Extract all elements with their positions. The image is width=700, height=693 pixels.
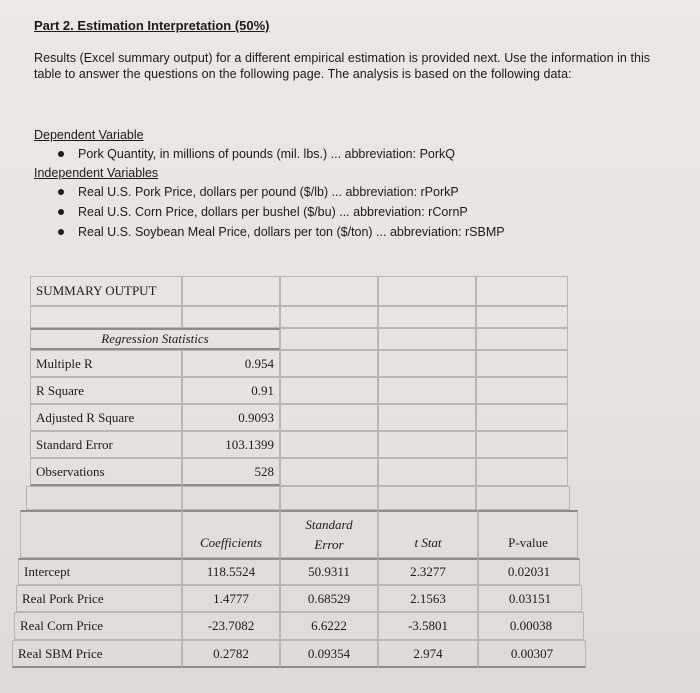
p-value-header: P-value — [478, 510, 578, 558]
stat-label: R Square — [30, 377, 182, 404]
empty-cell — [378, 328, 476, 350]
empty-cell — [476, 306, 568, 328]
stat-value: 0.954 — [182, 350, 280, 377]
independent-item: Real U.S. Pork Price, dollars per pound ($/lb) ... abbreviation: rPorkP — [58, 185, 459, 199]
bullet-icon — [58, 229, 64, 235]
independent-variables-label: Independent Variables — [34, 166, 159, 180]
p-value: 0.00038 — [478, 612, 584, 640]
coef-row-label: Real Pork Price — [16, 585, 182, 612]
t-stat-value: -3.5801 — [378, 612, 478, 640]
independent-item: Real U.S. Corn Price, dollars per bushel ($/bu) ... abbreviation: rCornP — [58, 205, 468, 219]
empty-cell — [378, 306, 476, 328]
empty-cell — [476, 276, 568, 306]
stat-value: 0.9093 — [182, 404, 280, 431]
p-value: 0.00307 — [478, 640, 586, 668]
coef-value: 118.5524 — [182, 558, 280, 585]
empty-cell — [476, 431, 568, 458]
empty-cell — [280, 276, 378, 306]
std-error-value: 50.9311 — [280, 558, 378, 585]
empty-cell — [476, 328, 568, 350]
coefficients-header: Coefficients — [182, 510, 280, 558]
stat-label: Multiple R — [30, 350, 182, 377]
empty-cell — [182, 486, 280, 510]
t-stat-value: 2.1563 — [378, 585, 478, 612]
empty-cell — [378, 431, 476, 458]
empty-cell — [476, 377, 568, 404]
dependent-item: Pork Quantity, in millions of pounds (mil. lbs.) ... abbreviation: PorkQ — [58, 147, 455, 161]
std-error-value: 6.6222 — [280, 612, 378, 640]
bullet-icon — [58, 151, 64, 157]
part-heading: Part 2. Estimation Interpretation (50%) — [34, 18, 270, 33]
empty-cell — [280, 431, 378, 458]
coef-value: 1.4777 — [182, 585, 280, 612]
empty-cell — [476, 458, 568, 486]
empty-cell — [378, 458, 476, 486]
standard-error-header: Standard Error — [280, 510, 378, 558]
empty-cell — [280, 328, 378, 350]
intro-paragraph: Results (Excel summary output) for a different empirical estimation is provided next. Use the information in this table to answer the questions on the following page. The analysis is based on the following data: — [34, 51, 651, 81]
coef-row-label: Real SBM Price — [12, 640, 182, 668]
empty-cell — [26, 486, 182, 510]
empty-cell — [280, 377, 378, 404]
stat-label: Observations — [30, 458, 182, 486]
empty-cell — [280, 350, 378, 377]
empty-cell — [378, 404, 476, 431]
empty-cell — [378, 276, 476, 306]
empty-cell — [476, 350, 568, 377]
bullet-icon — [58, 209, 64, 215]
regression-statistics-header: Regression Statistics — [30, 328, 280, 350]
t-stat-value: 2.974 — [378, 640, 478, 668]
empty-cell — [280, 458, 378, 486]
empty-cell — [280, 404, 378, 431]
std-error-value: 0.09354 — [280, 640, 378, 668]
empty-cell — [280, 306, 378, 328]
t-stat-header: t Stat — [378, 510, 478, 558]
empty-cell — [182, 276, 280, 306]
coef-row-label: Intercept — [18, 558, 182, 585]
empty-cell — [378, 377, 476, 404]
coef-value: -23.7082 — [182, 612, 280, 640]
empty-cell — [182, 306, 280, 328]
std-error-value: 0.68529 — [280, 585, 378, 612]
empty-cell — [378, 350, 476, 377]
empty-cell — [378, 486, 476, 510]
coef-value: 0.2782 — [182, 640, 280, 668]
empty-cell — [30, 306, 182, 328]
dependent-variable-label: Dependent Variable — [34, 128, 144, 142]
p-value: 0.03151 — [478, 585, 582, 612]
summary-title: SUMMARY OUTPUT — [30, 276, 182, 306]
stat-value: 528 — [182, 458, 280, 486]
t-stat-value: 2.3277 — [378, 558, 478, 585]
coef-row-label: Real Corn Price — [14, 612, 182, 640]
stat-label: Adjusted R Square — [30, 404, 182, 431]
stat-label: Standard Error — [30, 431, 182, 458]
independent-item: Real U.S. Soybean Meal Price, dollars per ton ($/ton) ... abbreviation: rSBMP — [58, 225, 505, 239]
p-value: 0.02031 — [478, 558, 580, 585]
empty-cell — [476, 486, 570, 510]
empty-cell — [476, 404, 568, 431]
stat-value: 103.1399 — [182, 431, 280, 458]
stat-value: 0.91 — [182, 377, 280, 404]
bullet-icon — [58, 189, 64, 195]
empty-cell — [280, 486, 378, 510]
empty-cell — [20, 510, 182, 558]
